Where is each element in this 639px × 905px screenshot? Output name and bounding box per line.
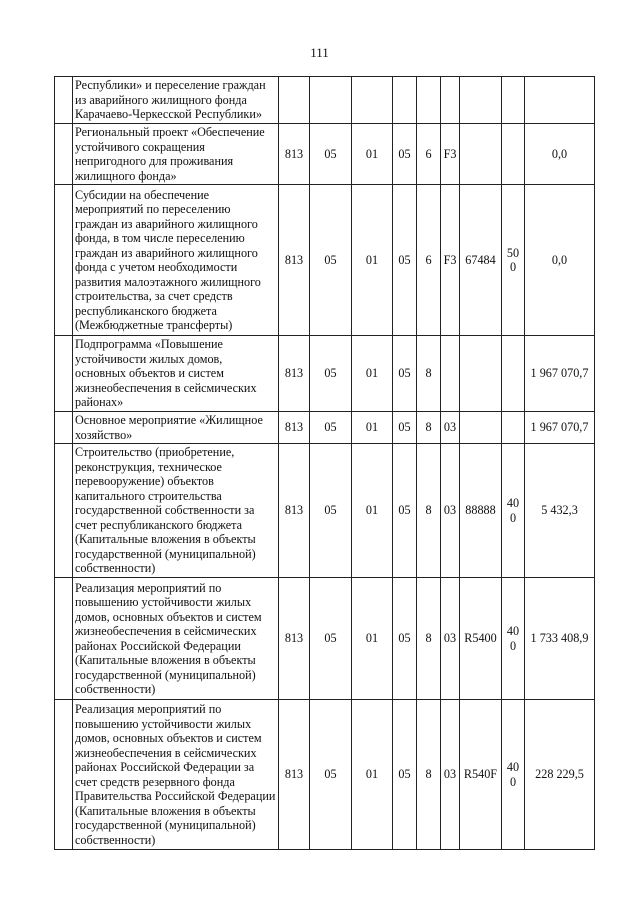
direction-code: 88888 (460, 444, 502, 578)
program-code: 05 (393, 185, 417, 336)
item-name: Реализация мероприятий по повышению устойчивости жилых домов, основных объектов и систем жизнеобеспечения в сейсмических районах Российской Федерации (Капитальные вложения в объекты государственной (муниципальной) собственности) (73, 578, 279, 700)
table-row (55, 412, 595, 444)
event-code (441, 77, 460, 124)
program-code: 05 (393, 444, 417, 578)
subprogram-code: 8 (417, 412, 441, 444)
amount: 228 229,5 (525, 700, 595, 850)
program-code: 05 (393, 124, 417, 185)
section-code (310, 77, 352, 124)
direction-code (460, 336, 502, 412)
blank-cell (55, 412, 73, 444)
amount: 0,0 (525, 124, 595, 185)
subprogram-code: 8 (417, 700, 441, 850)
blank-cell (55, 444, 73, 578)
event-code: 03 (441, 578, 460, 700)
expense-type-code (502, 124, 525, 185)
amount (525, 77, 595, 124)
expense-type-code (502, 336, 525, 412)
section-code: 05 (310, 578, 352, 700)
table-row (55, 444, 595, 578)
amount: 0,0 (525, 185, 595, 336)
blank-cell (55, 578, 73, 700)
section-code: 05 (310, 124, 352, 185)
subsection-code: 01 (352, 444, 393, 578)
table-row (55, 185, 595, 336)
section-code: 05 (310, 444, 352, 578)
subprogram-code: 8 (417, 336, 441, 412)
amount: 1 967 070,7 (525, 336, 595, 412)
subprogram-code (417, 77, 441, 124)
subprogram-code: 6 (417, 124, 441, 185)
subsection-code: 01 (352, 124, 393, 185)
direction-code: 67484 (460, 185, 502, 336)
grbs-code: 813 (279, 412, 310, 444)
event-code: 03 (441, 444, 460, 578)
program-code: 05 (393, 336, 417, 412)
event-code: F3 (441, 185, 460, 336)
direction-code: R5400 (460, 578, 502, 700)
program-code: 05 (393, 578, 417, 700)
table-row (55, 336, 595, 412)
item-name: Строительство (приобретение, реконструкция, техническое перевооружение) объектов капитального строительства государственной собственности за счет республиканского бюджета (Капитальные вложения в объекты государственной (муниципальной) собственности) (73, 444, 279, 578)
section-code: 05 (310, 336, 352, 412)
item-name: Республики» и переселение граждан из аварийного жилищного фонда Карачаево-Черкесской Республики» (73, 77, 279, 124)
expense-type-code: 500 (502, 185, 525, 336)
direction-code (460, 124, 502, 185)
subsection-code: 01 (352, 412, 393, 444)
subsection-code: 01 (352, 700, 393, 850)
item-name: Региональный проект «Обеспечение устойчивого сокращения непригодного для проживания жилищного фонда» (73, 124, 279, 185)
event-code: F3 (441, 124, 460, 185)
amount: 5 432,3 (525, 444, 595, 578)
table-row (55, 124, 595, 185)
page-number: 111 (310, 45, 329, 60)
grbs-code: 813 (279, 444, 310, 578)
subsection-code (352, 77, 393, 124)
section-code: 05 (310, 700, 352, 850)
program-code: 05 (393, 412, 417, 444)
grbs-code: 813 (279, 578, 310, 700)
table-body (55, 77, 595, 850)
table-row (55, 700, 595, 850)
table-row (55, 578, 595, 700)
amount: 1 733 408,9 (525, 578, 595, 700)
item-name: Основное мероприятие «Жилищное хозяйство» (73, 412, 279, 444)
expense-type-code: 400 (502, 578, 525, 700)
expense-type-code (502, 412, 525, 444)
event-code: 03 (441, 412, 460, 444)
event-code (441, 336, 460, 412)
budget-table (54, 76, 595, 850)
subprogram-code: 8 (417, 578, 441, 700)
subprogram-code: 8 (417, 444, 441, 578)
table-row (55, 77, 595, 124)
expense-type-code: 400 (502, 444, 525, 578)
direction-code: R540F (460, 700, 502, 850)
blank-cell (55, 700, 73, 850)
direction-code (460, 77, 502, 124)
blank-cell (55, 124, 73, 185)
grbs-code: 813 (279, 124, 310, 185)
section-code: 05 (310, 412, 352, 444)
item-name: Подпрограмма «Повышение устойчивости жилых домов, основных объектов и систем жизнеобеспечения в сейсмических районах» (73, 336, 279, 412)
amount: 1 967 070,7 (525, 412, 595, 444)
section-code: 05 (310, 185, 352, 336)
item-name: Реализация мероприятий по повышению устойчивости жилых домов, основных объектов и систем жизнеобеспечения в сейсмических районах Российской Федерации за счет средств резервного фонда Правительства Российской Федерации (Капитальные вложения в объекты государственной (муниципальной) собственности) (73, 700, 279, 850)
program-code: 05 (393, 700, 417, 850)
blank-cell (55, 185, 73, 336)
subsection-code: 01 (352, 578, 393, 700)
subsection-code: 01 (352, 336, 393, 412)
grbs-code (279, 77, 310, 124)
program-code (393, 77, 417, 124)
expense-type-code (502, 77, 525, 124)
direction-code (460, 412, 502, 444)
subprogram-code: 6 (417, 185, 441, 336)
blank-cell (55, 336, 73, 412)
event-code: 03 (441, 700, 460, 850)
blank-cell (55, 77, 73, 124)
subsection-code: 01 (352, 185, 393, 336)
grbs-code: 813 (279, 700, 310, 850)
grbs-code: 813 (279, 185, 310, 336)
expense-type-code: 400 (502, 700, 525, 850)
item-name: Субсидии на обеспечение мероприятий по переселению граждан из аварийного жилищного фонда, в том числе переселению граждан из аварийного жилищного фонда с учетом необходимости развития малоэтажного жилищного строительства, за счет средств республиканского бюджета (Межбюджетные трансферты) (73, 185, 279, 336)
grbs-code: 813 (279, 336, 310, 412)
